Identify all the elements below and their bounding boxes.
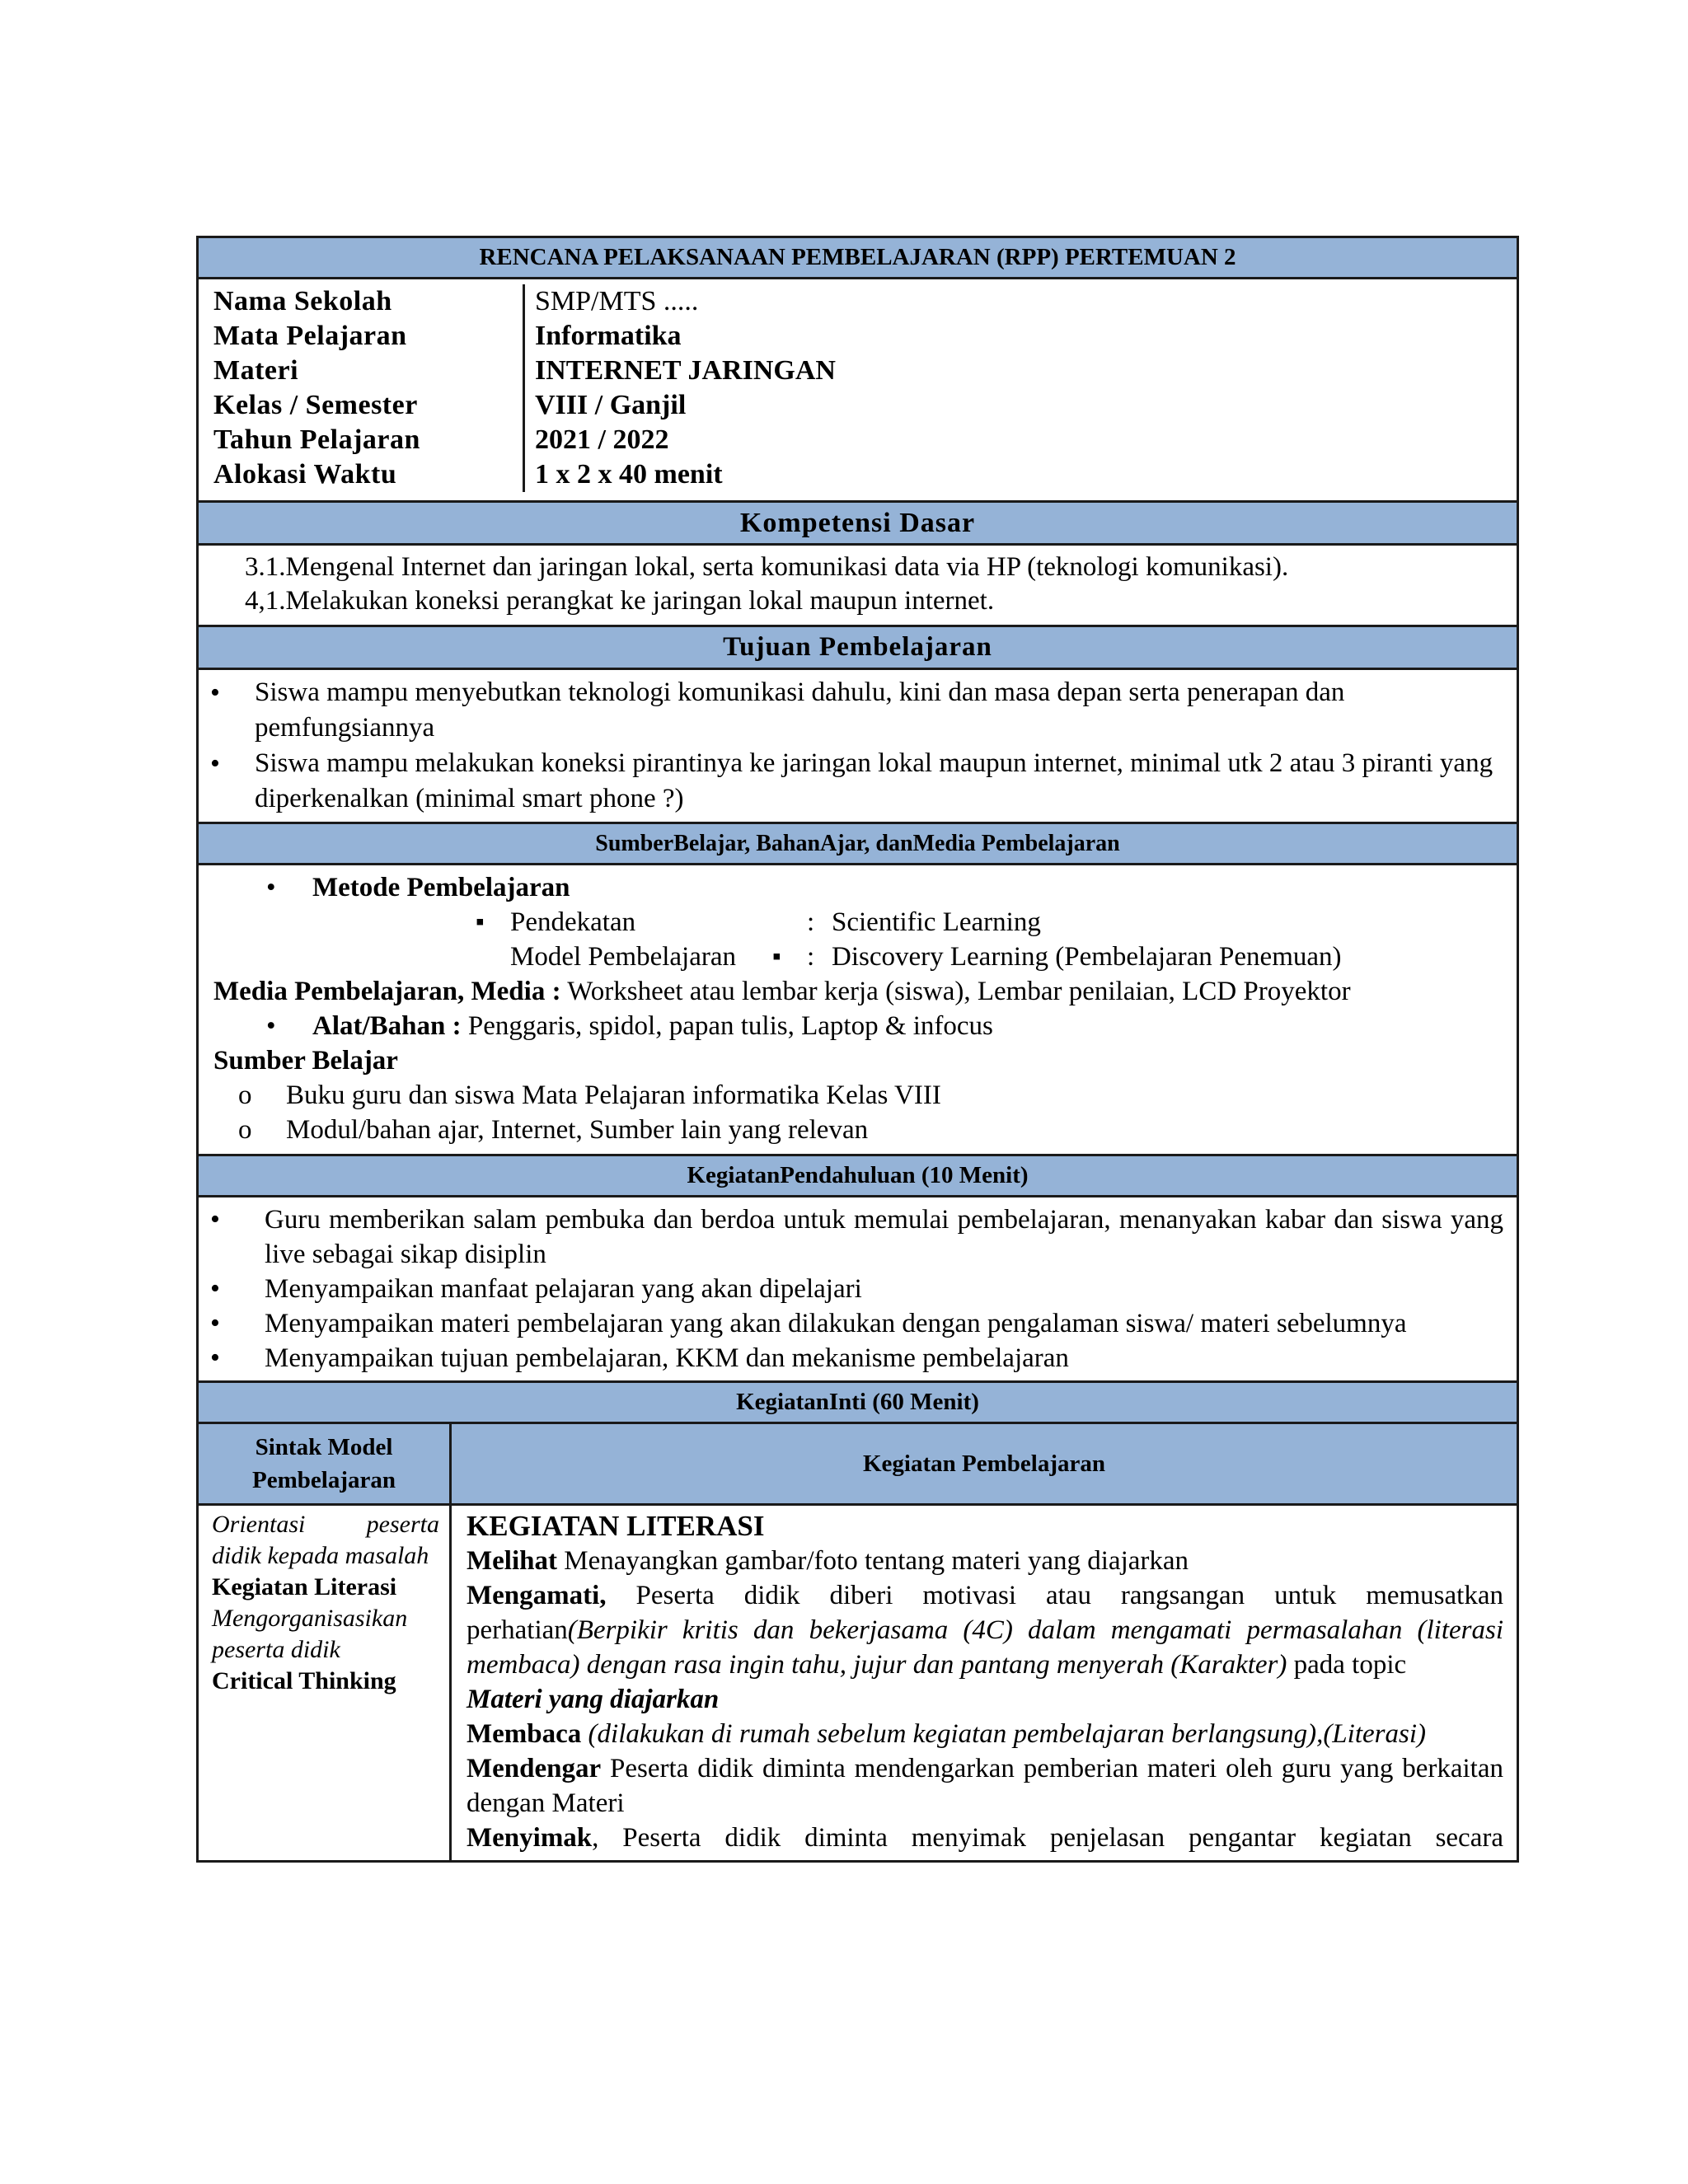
alat-label: Alat/Bahan : [312,1011,462,1041]
kompetensi-item: 4,1.Melakukan koneksi perangkat ke jaringan lokal maupun internet. [245,586,995,616]
kegiatan-title: KEGIATAN LITERASI [467,1510,765,1542]
pendahuluan-section [198,1197,1518,1382]
sintak-mengorganisasikan: Mengorganisasikan peserta didik [212,1605,408,1663]
metode-item-label: ▪ Pendekatan [510,907,636,937]
info-key-school: Nama Sekolah [213,286,392,316]
info-key-year: Tahun Pelajaran [213,424,420,455]
sumber-heading: SumberBelajar, BahanAjar, danMedia Pembelajaran [198,823,1518,865]
kompetensi-heading: Kompetensi Dasar [198,502,1518,545]
document-title: RENCANA PELAKSANAAN PEMBELAJARAN (RPP) PERTEMUAN 2 [198,237,1518,279]
info-value-year: 2021 / 2022 [523,423,1503,457]
membaca-text: (dilakukan di rumah sebelum kegiatan pembelajaran berlangsung),(Literasi) [581,1719,1426,1749]
kompetensi-item: 3.1.Mengenal Internet dan jaringan lokal, serta komunikasi data via HP (teknologi komunikasi). [245,552,1289,582]
kegiatan-mendengar [467,1751,1503,1821]
sumber-belajar-label: Sumber Belajar [213,1046,398,1076]
sumber-item: o Buku guru dan siswa Mata Pelajaran informatika Kelas VIII [213,1078,1503,1113]
kegiatan-melihat [467,1544,1503,1578]
menyimak-label: Menyimak [467,1823,593,1853]
info-value-time: 1 x 2 x 40 menit [523,457,1503,492]
sintak-cell [198,1505,451,1862]
info-value-school: SMP/MTS ..... [523,284,1503,319]
info-key-subject: Mata Pelajaran [213,321,407,351]
mengamati-text: Peserta didik diberi motivasi atau rangsangan untuk memusatkan perhatian [467,1581,1503,1645]
metode-item-value: Discovery Learning (Pembelajaran Penemuan) [832,942,1342,972]
rpp-document [196,236,1519,1863]
alat-value: Penggaris, spidol, papan tulis, Laptop & infocus [461,1011,993,1041]
pendahuluan-item: • Guru memberikan salam pembuka dan berdoa untuk memulai pembelajaran, menanyakan kabar dan siswa yang live sebagai sikap disiplin [199,1202,1503,1272]
inti-heading: KegiatanInti (60 Menit) [198,1382,1518,1423]
sumber-section [198,865,1518,1155]
mengamati-italic: (Berpikir kritis dan bekerjasama (4C) dalam mengamati permasalahan (literasi membaca) dengan rasa ingin tahu, jujur dan pantang menyerah (Karakter) [467,1615,1503,1680]
mengamati-topic: pada topic [1287,1650,1407,1680]
info-value-class: VIII / Ganjil [523,388,1503,423]
media-line [213,974,1503,1009]
alat-line [213,1009,1503,1043]
kompetensi-section [198,545,1518,626]
rpp-table [196,236,1519,1863]
melihat-label: Melihat [467,1546,557,1576]
sintak-orientasi: Orientasi peserta didik kepada masalah [212,1511,439,1569]
tujuan-item: • Siswa mampu melakukan koneksi pirantinya ke jaringan lokal maupun internet, minimal utk 2 atau 3 piranti yang diperkenalkan (minimal smart phone ?) [199,746,1503,817]
melihat-text: Menayangkan gambar/foto tentang materi yang diajarkan [556,1546,1189,1576]
sumber-item: o Modul/bahan ajar, Internet, Sumber lain yang relevan [213,1113,1503,1147]
mengamati-label: Mengamati, [467,1581,607,1610]
pendahuluan-heading: KegiatanPendahuluan (10 Menit) [198,1155,1518,1197]
metode-item-value: Scientific Learning [832,907,1041,937]
pendahuluan-item: • Menyampaikan manfaat pelajaran yang akan dipelajari [199,1272,1503,1306]
metode-label: • Metode Pembelajaran [213,870,1503,905]
metode-item-sep: : [807,942,815,972]
info-value-material: INTERNET JARINGAN [523,354,1503,388]
info-key-time: Alokasi Waktu [213,459,397,490]
tujuan-item: • Siswa mampu menyebutkan teknologi komunikasi dahulu, kini dan masa depan serta penerapan dan pemfungsiannya [199,675,1503,746]
sintak-column-heading: Sintak Model Pembelajaran [198,1423,451,1505]
info-key-class: Kelas / Semester [213,390,418,420]
tujuan-heading: Tujuan Pembelajaran [198,626,1518,669]
mendengar-label: Mendengar [467,1754,602,1783]
menyimak-text: , Peserta didik diminta menyimak penjelasan pengantar kegiatan secara [592,1823,1503,1853]
identity-section [198,279,1518,502]
sintak-critical-thinking: Critical Thinking [212,1667,396,1694]
pendahuluan-item: • Menyampaikan materi pembelajaran yang akan dilakukan dengan pengalaman siswa/ materi sebelumnya [199,1306,1503,1341]
kegiatan-menyimak [467,1821,1503,1855]
tujuan-section [198,669,1518,823]
metode-item-sep: : [807,907,815,937]
info-value-subject: Informatika [523,319,1503,354]
media-value: Worksheet atau lembar kerja (siswa), Lembar penilaian, LCD Proyektor [560,977,1351,1006]
metode-item [213,905,1503,940]
kegiatan-column-heading: Kegiatan Pembelajaran [451,1423,1518,1505]
metode-item [510,940,1503,974]
kegiatan-mengamati [467,1578,1503,1682]
mendengar-text: Peserta didik diminta mendengarkan pemberian materi oleh guru yang berkaitan dengan Materi [467,1754,1503,1818]
sintak-literasi: Kegiatan Literasi [212,1573,397,1601]
pendahuluan-item: • Menyampaikan tujuan pembelajaran, KKM dan mekanisme pembelajaran [199,1341,1503,1376]
info-key-material: Materi [213,355,299,386]
kegiatan-cell [451,1505,1518,1862]
kegiatan-materi: Materi yang diajarkan [467,1685,720,1714]
media-label: Media Pembelajaran, Media : [213,977,561,1006]
kegiatan-membaca [467,1717,1503,1751]
membaca-label: Membaca [467,1719,582,1749]
metode-item-label: ▪ Model Pembelajaran [510,942,736,972]
